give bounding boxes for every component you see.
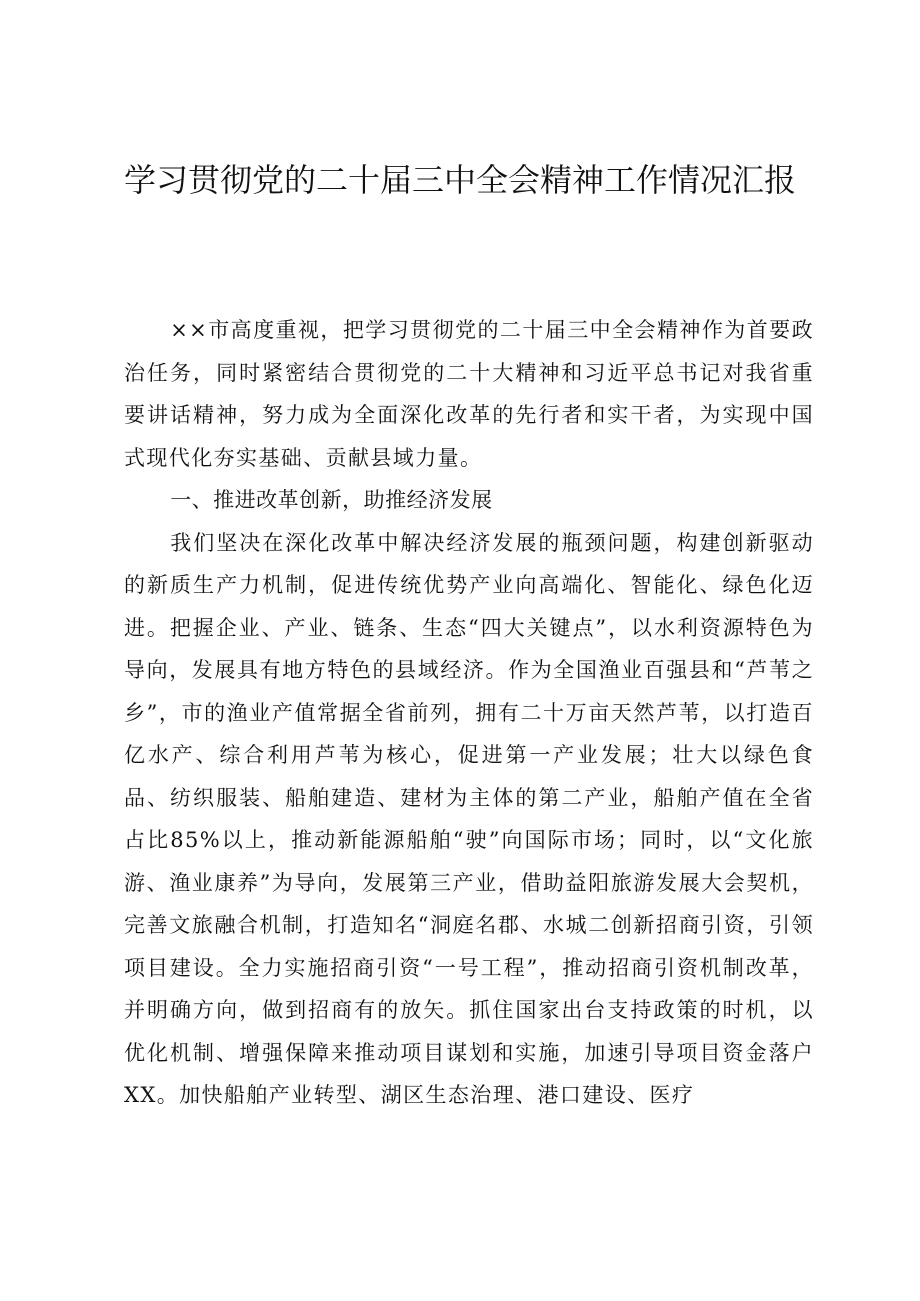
intro-paragraph: ××市高度重视，把学习贯彻党的二十届三中全会精神作为首要政治任务，同时紧密结合贯彻党的二十大精神和习近平总书记对我省重要讲话精神，努力成为全面深化改革的先行者和实干者，为实现中国式现代化夯实基础、贡献县域力量。: [124, 318, 814, 470]
section-heading: 一、推进改革创新，助推经济发展: [170, 488, 493, 512]
document-body: [124, 309, 814, 1117]
section-paragraph: 我们坚决在深化改革中解决经济发展的瓶颈问题，构建创新驱动的新质生产力机制，促进传统优势产业向高端化、智能化、绿色化迈进。把握企业、产业、链条、生态“四大关键点”，以水利资源特色为导向，发展具有地方特色的县域经济。作为全国渔业百强县和“芦苇之乡”，市的渔业产值常据全省前列，拥有二十万亩天然芦苇，以打造百亿水产、综合利用芦苇为核心，促进第一产业发展；壮大以绿色食品、纺织服装、船舶建造、建材为主体的第二产业，船舶产值在全省占比85%以上，推动新能源船舶“驶”向国际市场；同时，以“文化旅游、渔业康养”为导向，发展第三产业，借助益阳旅游发展大会契机，完善文旅融合机制，打造知名“洞庭名郡、水城二创新招商引资，引领项目建设。全力实施招商引资“一号工程”，推动招商引资机制改革，并明确方向，做到招商有的放矢。抓住国家出台支持政策的时机，以优化机制、增强保障来推动项目谋划和实施，加速引导项目资金落户XX。加快船舶产业转型、湖区生态治理、港口建设、医疗: [124, 530, 814, 1107]
document-title: 学习贯彻党的二十届三中全会精神工作情况汇报: [123, 161, 796, 199]
